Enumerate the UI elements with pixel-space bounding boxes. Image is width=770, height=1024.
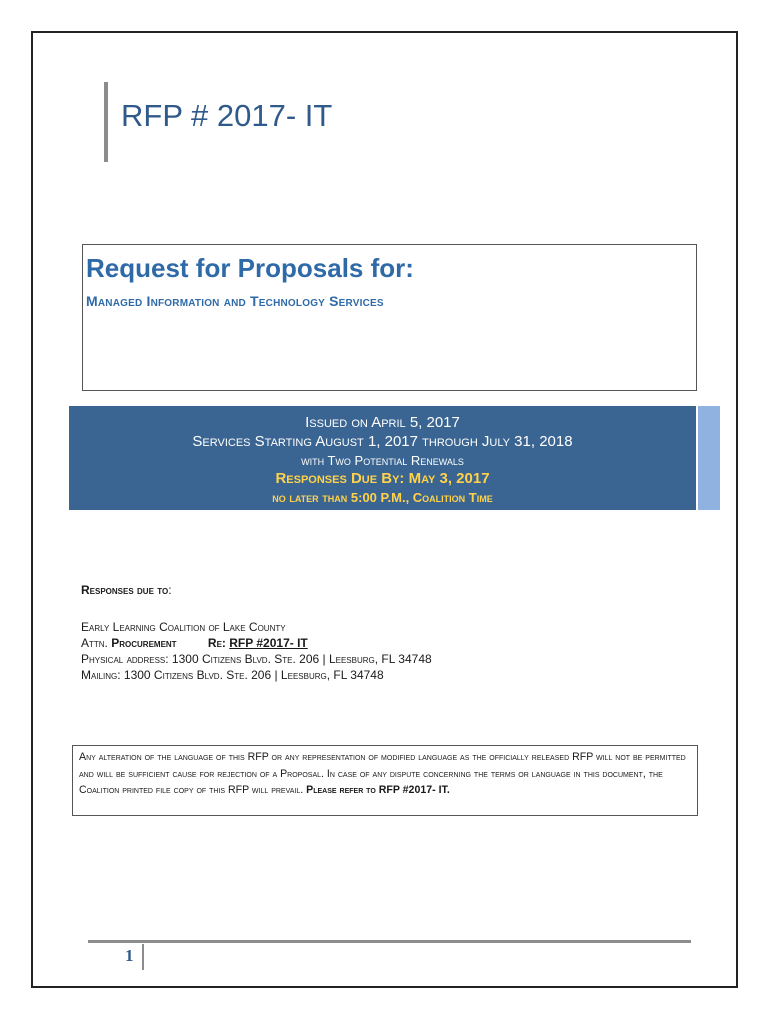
mailing-address-block — [81, 619, 432, 683]
attn-prefix: Attn. — [81, 636, 108, 650]
re-value: RFP #2017- IT — [229, 636, 308, 650]
responses-due-date: Responses Due By: May 3, 2017 — [275, 470, 490, 487]
attention-line — [81, 635, 432, 651]
issued-date: Issued on April 5, 2017 — [305, 414, 460, 431]
responses-due-label-text: Responses due to — [81, 583, 169, 597]
banner-side-accent — [698, 406, 720, 510]
footer-divider — [142, 944, 144, 970]
title-accent-bar — [104, 82, 108, 162]
responses-due-label — [81, 583, 172, 597]
responses-due-colon: : — [168, 583, 172, 597]
schedule-banner — [69, 406, 696, 510]
responses-deadline-time: no later than 5:00 P.M., Coalition Time — [272, 490, 493, 505]
re-label: Re: — [207, 636, 226, 650]
mailing-address: Mailing: 1300 Citizens Blvd. Ste. 206 | Leesburg, FL 34748 — [81, 668, 384, 682]
physical-address: Physical address: 1300 Citizens Blvd. Ste. 206 | Leesburg, FL 34748 — [81, 652, 432, 666]
page-number: 1 — [125, 946, 134, 965]
rfp-title: RFP # 2017- IT — [121, 98, 333, 133]
proposal-subheading: Managed Information and Technology Services — [86, 293, 384, 309]
disclaimer-box — [72, 745, 698, 816]
re-line — [208, 636, 308, 650]
service-period: Services Starting August 1, 2017 through July 31, 2018 — [192, 433, 573, 450]
proposal-heading: Request for Proposals for: — [86, 253, 414, 283]
disclaimer-text: Any alteration of the language of this RFP or any representation of modified language as the officially released RFP will not be permitted and will be sufficient cause for rejection of a Proposal. In case of any dispute concerning the terms or language in this document, the Coalition printed file copy of this RFP will prevail. — [79, 751, 686, 796]
disclaimer-reference: Please refer to RFP #2017- IT. — [306, 784, 450, 796]
footer-rule — [88, 940, 691, 943]
renewals-note: with Two Potential Renewals — [301, 453, 464, 468]
organization-name: Early Learning Coalition of Lake County — [81, 620, 286, 634]
proposal-title-box — [82, 244, 697, 391]
attn-procurement: Procurement — [111, 636, 177, 650]
